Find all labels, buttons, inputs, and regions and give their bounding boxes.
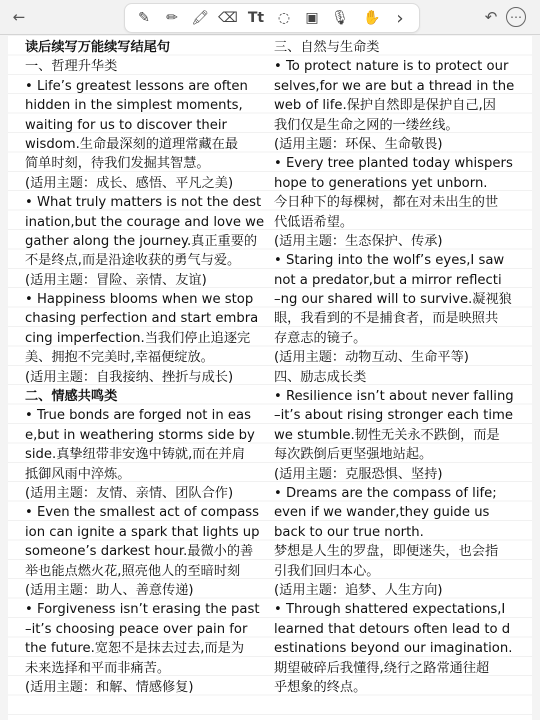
- note-text-line: web of life.保护自然即是保护自己,因: [274, 98, 496, 114]
- note-text-line: (适用主题：动物互动、生命平等): [274, 350, 469, 366]
- note-text-line: ination,but the courage and love we: [25, 214, 265, 230]
- note-text-line: • What truly matters is not the dest: [25, 195, 262, 211]
- note-text-line: 抵御风雨中淬炼。: [25, 466, 131, 482]
- note-text-line: • Staring into the wolf’s eyes,I saw: [274, 253, 505, 269]
- lasso-icon[interactable]: ◌: [277, 10, 291, 26]
- drawing-tools-palette: [124, 3, 420, 33]
- note-text-line: chasing perfection and start embra: [25, 311, 259, 327]
- undo-icon[interactable]: ↶: [484, 8, 498, 26]
- note-text-line: 眼，我看到的不是捕食者，而是映照共: [274, 311, 499, 327]
- note-text-line: 每次跌倒后更坚强地站起。: [274, 447, 433, 463]
- note-text-line: 未来选择和平而非痛苦。: [25, 660, 171, 676]
- note-text-line: hope to generations yet unborn.: [274, 175, 488, 191]
- note-text-line: 读后续写万能续写结尾句: [25, 40, 171, 55]
- note-text-line: 三、自然与生命类: [274, 40, 380, 55]
- note-text-line: 代低语希望。: [274, 214, 354, 230]
- note-text-line: ion can ignite a spark that lights up: [25, 524, 260, 540]
- note-text-line: (适用主题：友情、亲情、团队合作): [25, 485, 234, 501]
- highlighter-icon[interactable]: 🖍: [191, 10, 209, 26]
- image-icon[interactable]: ▣: [305, 10, 319, 26]
- note-text-line: • Happiness blooms when we stop: [25, 292, 254, 308]
- note-text-line: (适用主题：生态保护、传承): [274, 233, 443, 249]
- note-text-line: wisdom.生命最深刻的道理常藏在最: [25, 136, 239, 152]
- note-text-line: hidden in the simplest moments,: [25, 98, 243, 114]
- note-text-line: e,but in weathering storms side by: [25, 427, 255, 443]
- note-text-line: (适用主题：自我接纳、挫折与成长): [25, 369, 234, 385]
- note-text-line: (适用主题：和解、情感修复): [25, 679, 194, 695]
- note-text-line: • Forgiveness isn’t erasing the past: [25, 602, 260, 618]
- back-arrow-icon[interactable]: ←: [12, 8, 26, 26]
- right-column: [274, 38, 526, 697]
- note-text-line: • True bonds are forged not in eas: [25, 408, 251, 424]
- note-text-line: • Dreams are the compass of life;: [274, 485, 497, 501]
- note-text-line: –it’s choosing peace over pain for: [25, 621, 248, 637]
- top-toolbar: [0, 0, 540, 35]
- note-text-line: 梦想是人生的罗盘，即便迷失，也会指: [274, 544, 499, 560]
- note-text-line: waiting for us to discover their: [25, 117, 227, 133]
- left-column: [25, 38, 267, 697]
- note-text-line: 引我们回归本心。: [274, 563, 380, 579]
- note-text-line: • Life’s greatest lessons are often: [25, 78, 248, 94]
- note-text-line: 四、励志成长类: [274, 369, 367, 385]
- note-text-line: • To protect nature is to protect our: [274, 59, 509, 75]
- text-tool-icon[interactable]: Tt: [247, 10, 265, 26]
- note-text-line: • Resilience isn’t about never falling: [274, 389, 514, 405]
- pencil-icon[interactable]: ✏: [166, 10, 178, 26]
- note-text-line: 一、哲理升华类: [25, 59, 118, 75]
- note-text-line: 存意志的镜子。: [274, 330, 367, 346]
- note-text-line: estinations beyond our imagination.: [274, 641, 513, 657]
- note-text-line: 乎想象的终点。: [274, 679, 367, 695]
- note-text-line: (适用主题：环保、生命敬畏): [274, 136, 443, 152]
- note-text-line: • Through shattered expectations,I: [274, 602, 506, 618]
- note-text-line: (适用主题：成长、感悟、平凡之美): [25, 175, 234, 191]
- microphone-icon[interactable]: 🎙: [331, 10, 349, 26]
- note-text-line: 今日种下的每棵树，都在对未出生的世: [274, 195, 499, 211]
- note-text-line: (适用主题：追梦、人生方向): [274, 582, 443, 598]
- note-text-line: (适用主题：助人、善意传递): [25, 582, 194, 598]
- note-text-line: 期望破碎后我懂得,绕行之路常通往超: [274, 660, 490, 676]
- note-text-line: we stumble.韧性无关永不跌倒，而是: [274, 427, 500, 443]
- note-text-line: 二、情感共鸣类: [25, 389, 118, 405]
- note-text-line: gather along the journey.真正重要的: [25, 233, 258, 249]
- note-text-line: selves,for we are but a thread in the: [274, 78, 515, 94]
- note-text-line: 简单时刻，待我们发掘其智慧。: [25, 156, 210, 172]
- note-text-line: even if we wander,they guide us: [274, 505, 490, 521]
- eraser-icon[interactable]: ⌫: [218, 10, 238, 26]
- note-text-line: 不是终点,而是沿途收获的勇气与爱。: [25, 253, 241, 269]
- pen-icon[interactable]: ✎: [138, 10, 150, 26]
- note-text-line: 美、拥抱不完美时,幸福便绽放。: [25, 350, 214, 366]
- note-text-line: someone’s darkest hour.最微小的善: [25, 544, 254, 560]
- note-text-line: the future.宽恕不是抹去过去,而是为: [25, 641, 245, 657]
- note-text-line: (适用主题：冒险、亲情、友谊): [25, 272, 207, 288]
- note-text-line: back to our true north.: [274, 524, 424, 540]
- chevron-right-icon[interactable]: ›: [396, 7, 404, 29]
- note-text-line: cing imperfection.当我们停止追逐完: [25, 330, 251, 346]
- hand-icon[interactable]: ✋: [363, 10, 381, 26]
- note-text-line: (适用主题：克服恐惧、坚持): [274, 466, 443, 482]
- note-text-line: side.真挚纽带非安逸中铸就,而在并肩: [25, 447, 246, 463]
- note-text-line: • Even the smallest act of compass: [25, 505, 260, 521]
- note-text-line: –it’s about rising stronger each time: [274, 408, 513, 424]
- note-text-line: 举也能点燃火花,照亮他人的至暗时刻: [25, 563, 241, 579]
- note-text-line: not a predator,but a mirror reflecti: [274, 272, 502, 288]
- note-text-line: 我们仅是生命之网的一缕丝线。: [274, 117, 459, 133]
- more-options-icon[interactable]: ⋯: [506, 7, 526, 27]
- note-text-line: • Every tree planted today whispers: [274, 156, 513, 172]
- note-text-line: learned that detours often lead to d: [274, 621, 511, 637]
- note-text-line: –ng our shared will to survive.凝视狼: [274, 292, 512, 308]
- note-page: [8, 36, 532, 720]
